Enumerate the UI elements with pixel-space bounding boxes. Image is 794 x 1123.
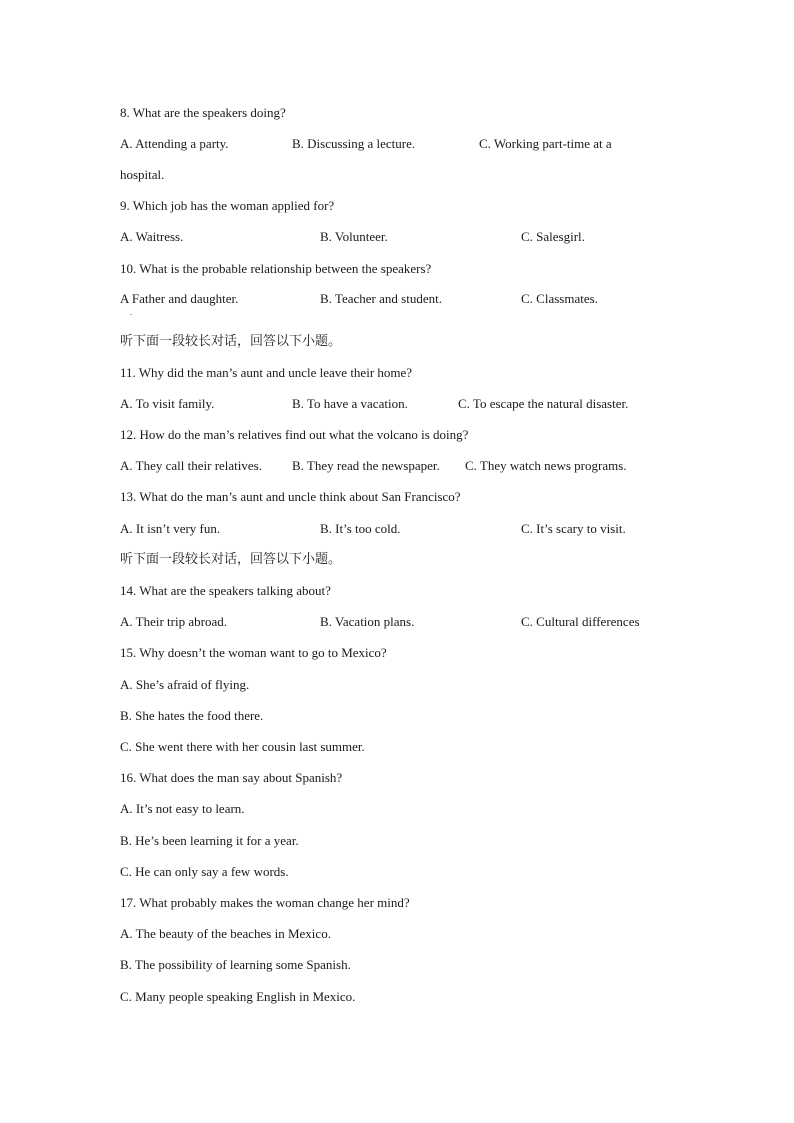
question-13-stem: 13. What do the man’s aunt and uncle think about San Francisco? <box>120 489 461 504</box>
question-8-stem: 8. What are the speakers doing? <box>120 105 286 120</box>
question-14-stem: 14. What are the speakers talking about? <box>120 583 331 598</box>
section-heading-2: 听下面一段较长对话，回答以下小题。 <box>120 552 342 567</box>
question-11-stem: 11. Why did the man’s aunt and uncle leave their home? <box>120 365 413 380</box>
question-17-option-b: B. The possibility of learning some Spanish. <box>120 957 351 972</box>
question-13-option-a: A. It isn’t very fun. <box>120 521 221 536</box>
question-16-option-b: B. He’s been learning it for a year. <box>120 833 299 848</box>
question-12-option-b: B. They read the newspaper. <box>292 458 440 473</box>
question-15-option-c: C. She went there with her cousin last summer. <box>120 739 365 754</box>
question-16-option-c: C. He can only say a few words. <box>120 864 289 879</box>
question-17-stem: 17. What probably makes the woman change her mind? <box>120 895 410 910</box>
question-8-option-b: B. Discussing a lecture. <box>292 136 416 151</box>
question-12-option-a: A. They call their relatives. <box>120 458 262 473</box>
question-17-option-a: A. The beauty of the beaches in Mexico. <box>120 926 331 941</box>
stray-mark: . <box>130 308 132 317</box>
question-10-option-a: A Father and daughter. <box>120 291 239 306</box>
question-9-stem: 9. Which job has the woman applied for? <box>120 198 335 213</box>
question-9-option-c: C. Salesgirl. <box>521 229 585 244</box>
question-13-option-c: C. It’s scary to visit. <box>521 521 626 536</box>
question-15-option-b: B. She hates the food there. <box>120 708 264 723</box>
question-15-stem: 15. Why doesn’t the woman want to go to Mexico? <box>120 645 387 660</box>
question-10-option-c: C. Classmates. <box>521 291 598 306</box>
question-17-option-c: C. Many people speaking English in Mexico. <box>120 989 356 1004</box>
question-12-option-c: C. They watch news programs. <box>465 458 627 473</box>
question-11-option-a: A. To visit family. <box>120 396 215 411</box>
question-9-option-b: B. Volunteer. <box>320 229 388 244</box>
question-10-stem: 10. What is the probable relationship between the speakers? <box>120 261 432 276</box>
question-14-option-b: B. Vacation plans. <box>320 614 415 629</box>
question-14-option-a: A. Their trip abroad. <box>120 614 227 629</box>
question-12-stem: 12. How do the man’s relatives find out what the volcano is doing? <box>120 427 469 442</box>
question-11-option-c: C. To escape the natural disaster. <box>458 396 629 411</box>
question-13-option-b: B. It’s too cold. <box>320 521 401 536</box>
question-10-option-b: B. Teacher and student. <box>320 291 442 306</box>
question-14-option-c: C. Cultural differences <box>521 614 640 629</box>
question-11-option-b: B. To have a vacation. <box>292 396 408 411</box>
question-8-option-a: A. Attending a party. <box>120 136 229 151</box>
question-16-option-a: A. It’s not easy to learn. <box>120 801 245 816</box>
question-8-option-c: C. Working part-time at a <box>479 136 612 151</box>
question-8-option-c-continued: hospital. <box>120 167 165 182</box>
question-9-option-a: A. Waitress. <box>120 229 184 244</box>
section-heading-1: 听下面一段较长对话，回答以下小题。 <box>120 334 342 349</box>
question-15-option-a: A. She’s afraid of flying. <box>120 677 250 692</box>
question-16-stem: 16. What does the man say about Spanish? <box>120 770 343 785</box>
